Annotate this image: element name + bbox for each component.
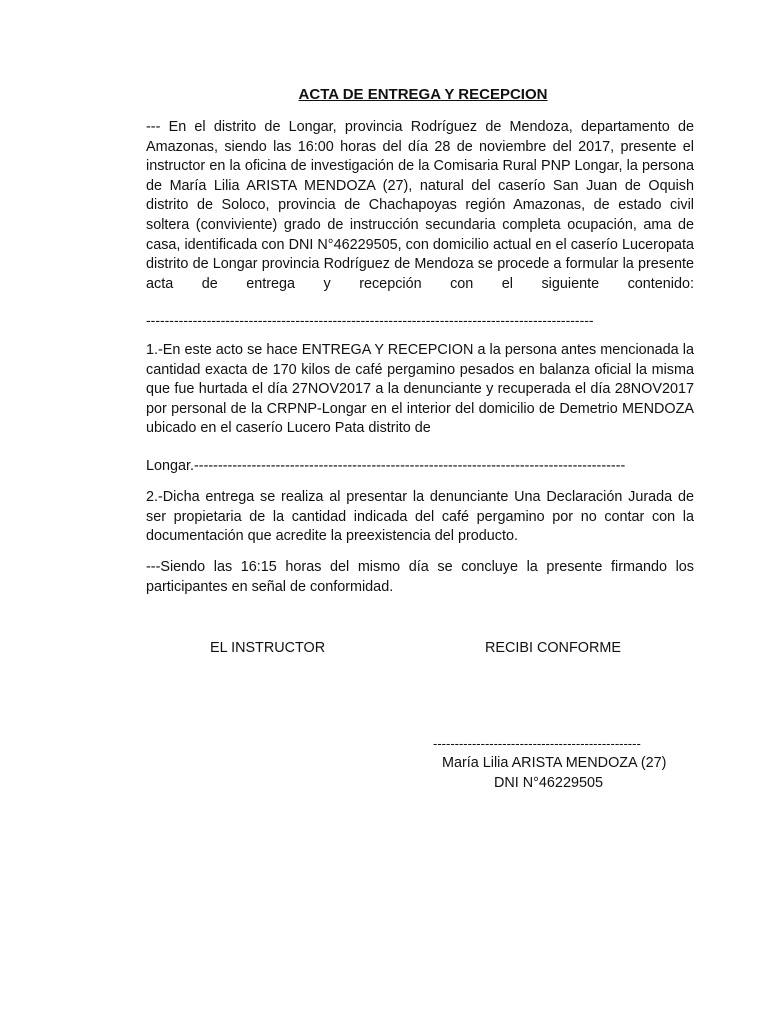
recipient-signature-label: RECIBI CONFORME bbox=[485, 640, 621, 656]
signer-name: María Lilia ARISTA MENDOZA (27) bbox=[442, 755, 667, 771]
paragraph-closing: ---Siendo las 16:15 horas del mismo día se concluye la presente firmando los participantes en señal de conformidad. bbox=[146, 559, 694, 595]
signer-dni: DNI N°46229505 bbox=[494, 775, 603, 791]
instructor-signature-label: EL INSTRUCTOR bbox=[210, 640, 326, 656]
document-title: ACTA DE ENTREGA Y RECEPCION bbox=[298, 86, 548, 103]
paragraph-item-2: 2.-Dicha entrega se realiza al presentar la denunciante Una Declaración Jurada de ser propietaria de la cantidad indicada del café pergamino por no contar con la documentación que acredite la preexistencia del producto. bbox=[146, 489, 694, 545]
paragraph-item-1-end: Longar.------------------------------------------------------------------------------------------ bbox=[146, 458, 626, 474]
paragraph-item-1: 1.-En este acto se hace ENTREGA Y RECEPCION a la persona antes mencionada la cantidad exacta de 170 kilos de café pergamino pesados en balanza oficial la misma que fue hurtada el día 27NOV2017 a la denunciante y recuperada el día 28NOV2017 por personal de la CRPNP-Longar en el interior del domicilio de Demetrio MENDOZA ubicado en el caserío Lucero Pata distrito de bbox=[146, 342, 694, 437]
paragraph-intro: --- En el distrito de Longar, provincia Rodríguez de Mendoza, departamento de Amazonas, siendo las 16:00 horas del día 28 de noviembre del 2017, presente el instructor en la oficina de investigación de la Comisaria Rural PNP Longar, la persona de María Lilia ARISTA MENDOZA (27), natural del caserío San Juan de Oquish distrito de Soloco, provincia de Chachapoyas región Amazonas, de estado civil soltera (conviviente) grado de instrucción secundaria completa ocupación, ama de casa, identificada con DNI N°46229505, con domicilio actual en el caserío Luceropata distrito de Longar provincia Rodríguez de Mendoza se procede a formular la presente acta de entrega y recepción con el siguiente contenido: bbox=[146, 119, 694, 292]
separator-line: ------------------------------------------------------------------------------------------------ bbox=[146, 312, 594, 328]
signature-line: ------------------------------------------------ bbox=[433, 736, 641, 751]
